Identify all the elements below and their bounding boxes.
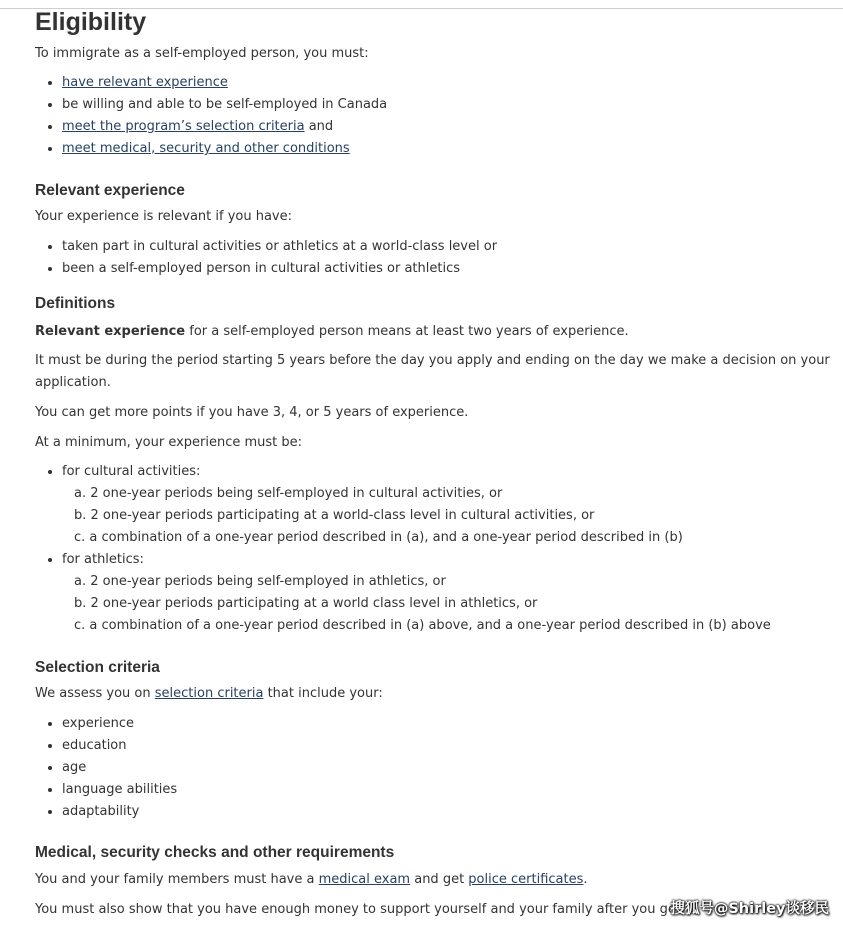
police-certificates-link[interactable]: police certificates bbox=[468, 872, 584, 887]
list-item: experience bbox=[62, 716, 135, 731]
selection-intro: We assess you on selection criteria that include your: bbox=[35, 686, 383, 701]
bullet bbox=[48, 81, 52, 85]
relevant-experience-link[interactable]: have relevant experience bbox=[62, 75, 228, 90]
selection-criteria-heading: Selection criteria bbox=[35, 659, 160, 676]
relevant-experience-heading: Relevant experience bbox=[35, 182, 185, 199]
list-item: education bbox=[62, 738, 127, 753]
minimum-text: At a minimum, your experience must be: bbox=[35, 435, 303, 450]
bullet bbox=[48, 245, 52, 249]
bullet bbox=[48, 125, 52, 129]
bullet bbox=[48, 470, 52, 474]
bullet bbox=[48, 722, 52, 726]
bullet bbox=[48, 558, 52, 562]
selection-criteria-inline-link[interactable]: selection criteria bbox=[154, 686, 264, 701]
definition-text bbox=[35, 324, 629, 340]
watermark: 搜狐号@Shirley谈移民 bbox=[670, 901, 829, 917]
period-text-line1: It must be during the period starting 5 years before the day you apply and ending on the day we make a decision on your bbox=[35, 353, 830, 368]
period-text-line2: application. bbox=[35, 375, 111, 390]
medical-heading: Medical, security checks and other requirements bbox=[35, 844, 395, 861]
definition-rest: for a self-employed person means at least two years of experience. bbox=[185, 324, 629, 339]
athletics-item-c: c. a combination of a one-year period described in (a) above, and a one-year period described in (b) above bbox=[74, 618, 771, 633]
relevant-intro: Your experience is relevant if you have: bbox=[35, 209, 292, 224]
cultural-item-a: a. 2 one-year periods being self-employed in cultural activities, or bbox=[74, 486, 503, 501]
list-item: age bbox=[62, 760, 87, 775]
bullet bbox=[48, 147, 52, 151]
list-item bbox=[62, 75, 228, 91]
points-text: You can get more points if you have 3, 4, or 5 years of experience. bbox=[35, 405, 469, 420]
bullet bbox=[48, 103, 52, 107]
definition-term: Relevant experience bbox=[35, 324, 186, 339]
cultural-item-c: c. a combination of a one-year period described in (a), and a one-year period described in (b) bbox=[74, 530, 683, 545]
bullet bbox=[48, 744, 52, 748]
medical-security-link[interactable]: meet medical, security and other conditions bbox=[62, 141, 350, 156]
athletics-item-b: b. 2 one-year periods participating at a world class level in athletics, or bbox=[74, 596, 538, 611]
selection-criteria-link[interactable]: meet the program’s selection criteria bbox=[62, 119, 305, 134]
list-item-suffix: and bbox=[304, 119, 334, 134]
medical-line1: You and your family members must have a medical exam and get police certificates. bbox=[35, 872, 588, 887]
list-item: taken part in cultural activities or athletics at a world-class level or bbox=[62, 239, 498, 254]
athletics-label: for athletics: bbox=[62, 552, 144, 567]
list-item: be willing and able to be self-employed in Canada bbox=[62, 97, 388, 112]
athletics-item-a: a. 2 one-year periods being self-employed in athletics, or bbox=[74, 574, 446, 589]
page-title: Eligibility bbox=[35, 8, 147, 36]
list-item: adaptability bbox=[62, 804, 140, 819]
bullet bbox=[48, 766, 52, 770]
cultural-label: for cultural activities: bbox=[62, 464, 201, 479]
list-item bbox=[62, 141, 350, 157]
list-item: been a self-employed person in cultural activities or athletics bbox=[62, 261, 460, 276]
medical-line2: You must also show that you have enough money to support yourself and your family after you get bbox=[35, 902, 681, 917]
bullet bbox=[48, 810, 52, 814]
cultural-item-b: b. 2 one-year periods participating at a world-class level in cultural activities, or bbox=[74, 508, 595, 523]
medical-exam-link[interactable]: medical exam bbox=[318, 872, 411, 887]
bullet bbox=[48, 788, 52, 792]
list-item: language abilities bbox=[62, 782, 178, 797]
bullet bbox=[48, 267, 52, 271]
list-item bbox=[62, 119, 333, 135]
definitions-heading: Definitions bbox=[35, 295, 116, 312]
intro-text: To immigrate as a self-employed person, you must: bbox=[35, 46, 369, 61]
